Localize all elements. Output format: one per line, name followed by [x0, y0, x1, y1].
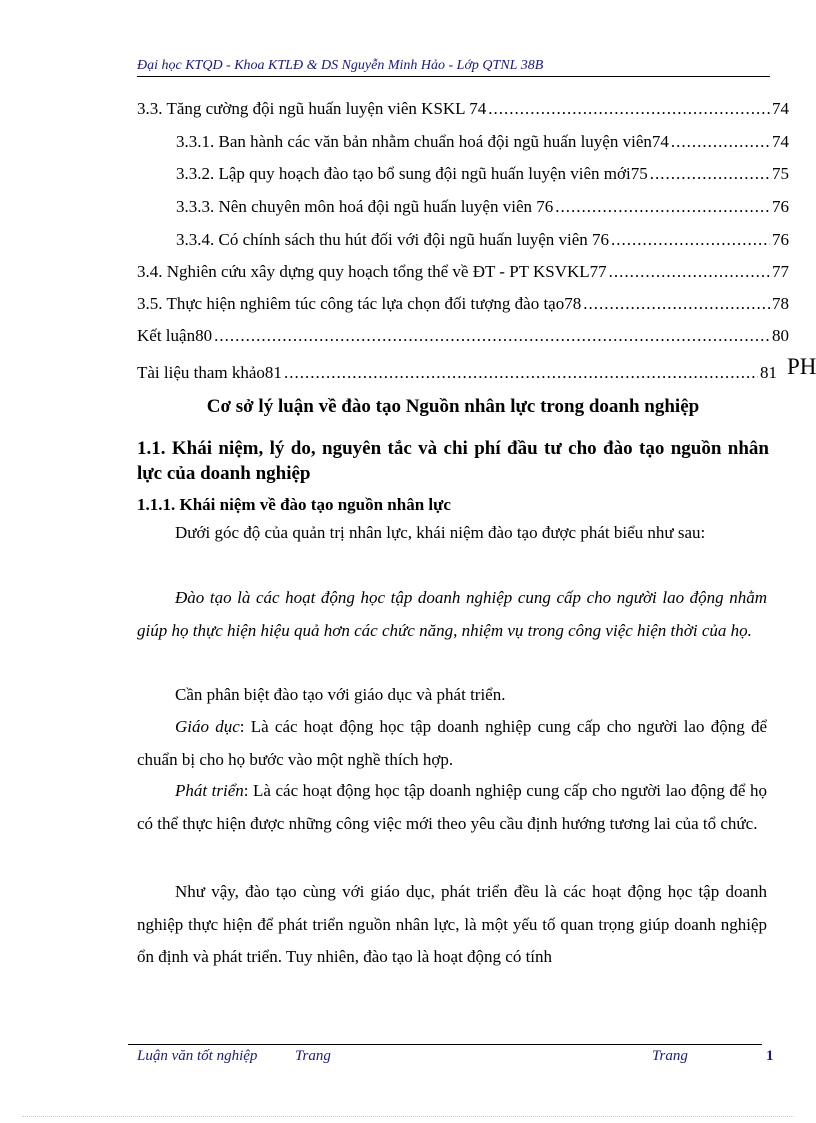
- footer-divider: [128, 1044, 762, 1045]
- toc-entry[interactable]: [137, 259, 789, 283]
- toc-entry-page: 76: [772, 230, 789, 249]
- toc-entry-title: 3.5. Thực hiện nghiêm túc công tác lựa chọn đối tượng đào tạo78: [137, 294, 582, 313]
- toc-entry-page: 74: [772, 99, 789, 118]
- subsection-title: 1.1.1. Khái niệm về đào tạo nguồn nhân lực: [137, 495, 451, 514]
- definition-paragraph: Đào tạo là các hoạt động học tập doanh nghiệp cung cấp cho người lao động nhằm giúp họ thực hiện hiệu quả hơn các chức năng, nhiệm vụ trong công việc hiện thời của họ.: [137, 588, 767, 640]
- toc-entry-page: 81: [760, 363, 777, 382]
- term-development-definition: : Là các hoạt động học tập doanh nghiệp cung cấp cho người lao động để họ có thể thực hiện được những công việc mới theo yêu cầu định hướng tương lai của tổ chức.: [137, 781, 768, 833]
- body-paragraph: [137, 775, 767, 840]
- term-education: Giáo dục: [175, 717, 240, 736]
- chapter-title: Cơ sở lý luận về đào tạo Nguồn nhân lực trong doanh nghiệp: [206, 396, 700, 417]
- toc-entry-page: 80: [772, 326, 789, 345]
- toc-entry-title: Tài liệu tham khảo81: [137, 363, 282, 382]
- toc-entry[interactable]: [176, 194, 789, 218]
- toc-entry-title: 3.3. Tăng cường đội ngũ huấn luyện viên KSKL 74: [137, 99, 487, 118]
- toc-entry[interactable]: [137, 96, 789, 120]
- header-divider: [137, 76, 770, 77]
- footer-page-label: Trang: [652, 1048, 688, 1064]
- toc-entry-title: 3.3.3. Nên chuyên môn hoá đội ngũ huấn luyện viên 76: [176, 197, 554, 216]
- body-paragraph: [137, 711, 767, 776]
- page-header: Đại học KTQD - Khoa KTLĐ & DS Nguyễn Minh Hảo - Lớp QTNL 38B: [137, 58, 544, 73]
- toc-entry[interactable]: [137, 360, 777, 384]
- toc-entry-page: 76: [772, 197, 789, 216]
- term-education-definition: : Là các hoạt động học tập doanh nghiệp cung cấp cho người lao động để chuẩn bị cho họ bước vào một nghề thích hợp.: [137, 717, 768, 769]
- toc-entry[interactable]: [137, 323, 789, 347]
- toc-entry[interactable]: [176, 227, 789, 251]
- toc-entry-page: 77: [772, 262, 789, 281]
- toc-leader-dots: [284, 362, 758, 384]
- footer-page-label: Trang: [295, 1048, 331, 1064]
- toc-leader-dots: [555, 196, 770, 218]
- body-paragraph: Cần phân biệt đào tạo với giáo dục và phát triển.: [175, 685, 506, 704]
- toc-entry-title: 3.3.4. Có chính sách thu hút đối với đội ngũ huấn luyện viên 76: [176, 230, 610, 249]
- page-number: 1: [766, 1048, 774, 1064]
- section-title: 1.1. Khái niệm, lý do, nguyên tắc và chi phí đầu tư cho đào tạo nguồn nhân lực của doanh nghiệp: [137, 438, 769, 484]
- toc-leader-dots: [650, 163, 770, 185]
- toc-entry-title: Kết luận80: [137, 326, 213, 345]
- toc-entry-title: 3.4. Nghiên cứu xây dựng quy hoạch tổng thể về ĐT - PT KSVKL77: [137, 262, 607, 281]
- toc-entry-page: 75: [772, 164, 789, 183]
- toc-leader-dots: [214, 325, 770, 347]
- page-bottom-border: [22, 1116, 794, 1117]
- toc-entry[interactable]: [137, 291, 789, 315]
- toc-leader-dots: [671, 131, 770, 153]
- toc-entry-page: 78: [772, 294, 789, 313]
- overflow-text: PH: [787, 354, 816, 379]
- toc-entry-title: 3.3.1. Ban hành các văn bản nhằm chuẩn hoá đội ngũ huấn luyện viên74: [176, 132, 669, 151]
- toc-entry-page: 74: [772, 132, 789, 151]
- term-development: Phát triển: [175, 781, 244, 800]
- toc-entry[interactable]: [176, 129, 789, 153]
- toc-leader-dots: [611, 229, 770, 251]
- toc-entry-title: 3.3.2. Lập quy hoạch đào tạo bổ sung đội ngũ huấn luyện viên mới75: [176, 164, 648, 183]
- toc-leader-dots: [583, 293, 770, 315]
- toc-entry[interactable]: [176, 161, 789, 185]
- footer-thesis-label: Luận văn tốt nghiệp: [137, 1048, 258, 1064]
- body-paragraph: Dưới góc độ của quản trị nhân lực, khái niệm đào tạo được phát biểu như sau:: [175, 523, 706, 542]
- body-paragraph: Như vậy, đào tạo cùng với giáo dục, phát triển đều là các hoạt động học tập doanh nghiệp thực hiện để phát triển nguồn nhân lực, là một yếu tố quan trọng giúp doanh nghiệp ổn định và phát triển. Tuy nhiên, đào tạo là hoạt động có tính: [137, 882, 767, 966]
- toc-leader-dots: [609, 261, 770, 283]
- toc-leader-dots: [488, 98, 770, 120]
